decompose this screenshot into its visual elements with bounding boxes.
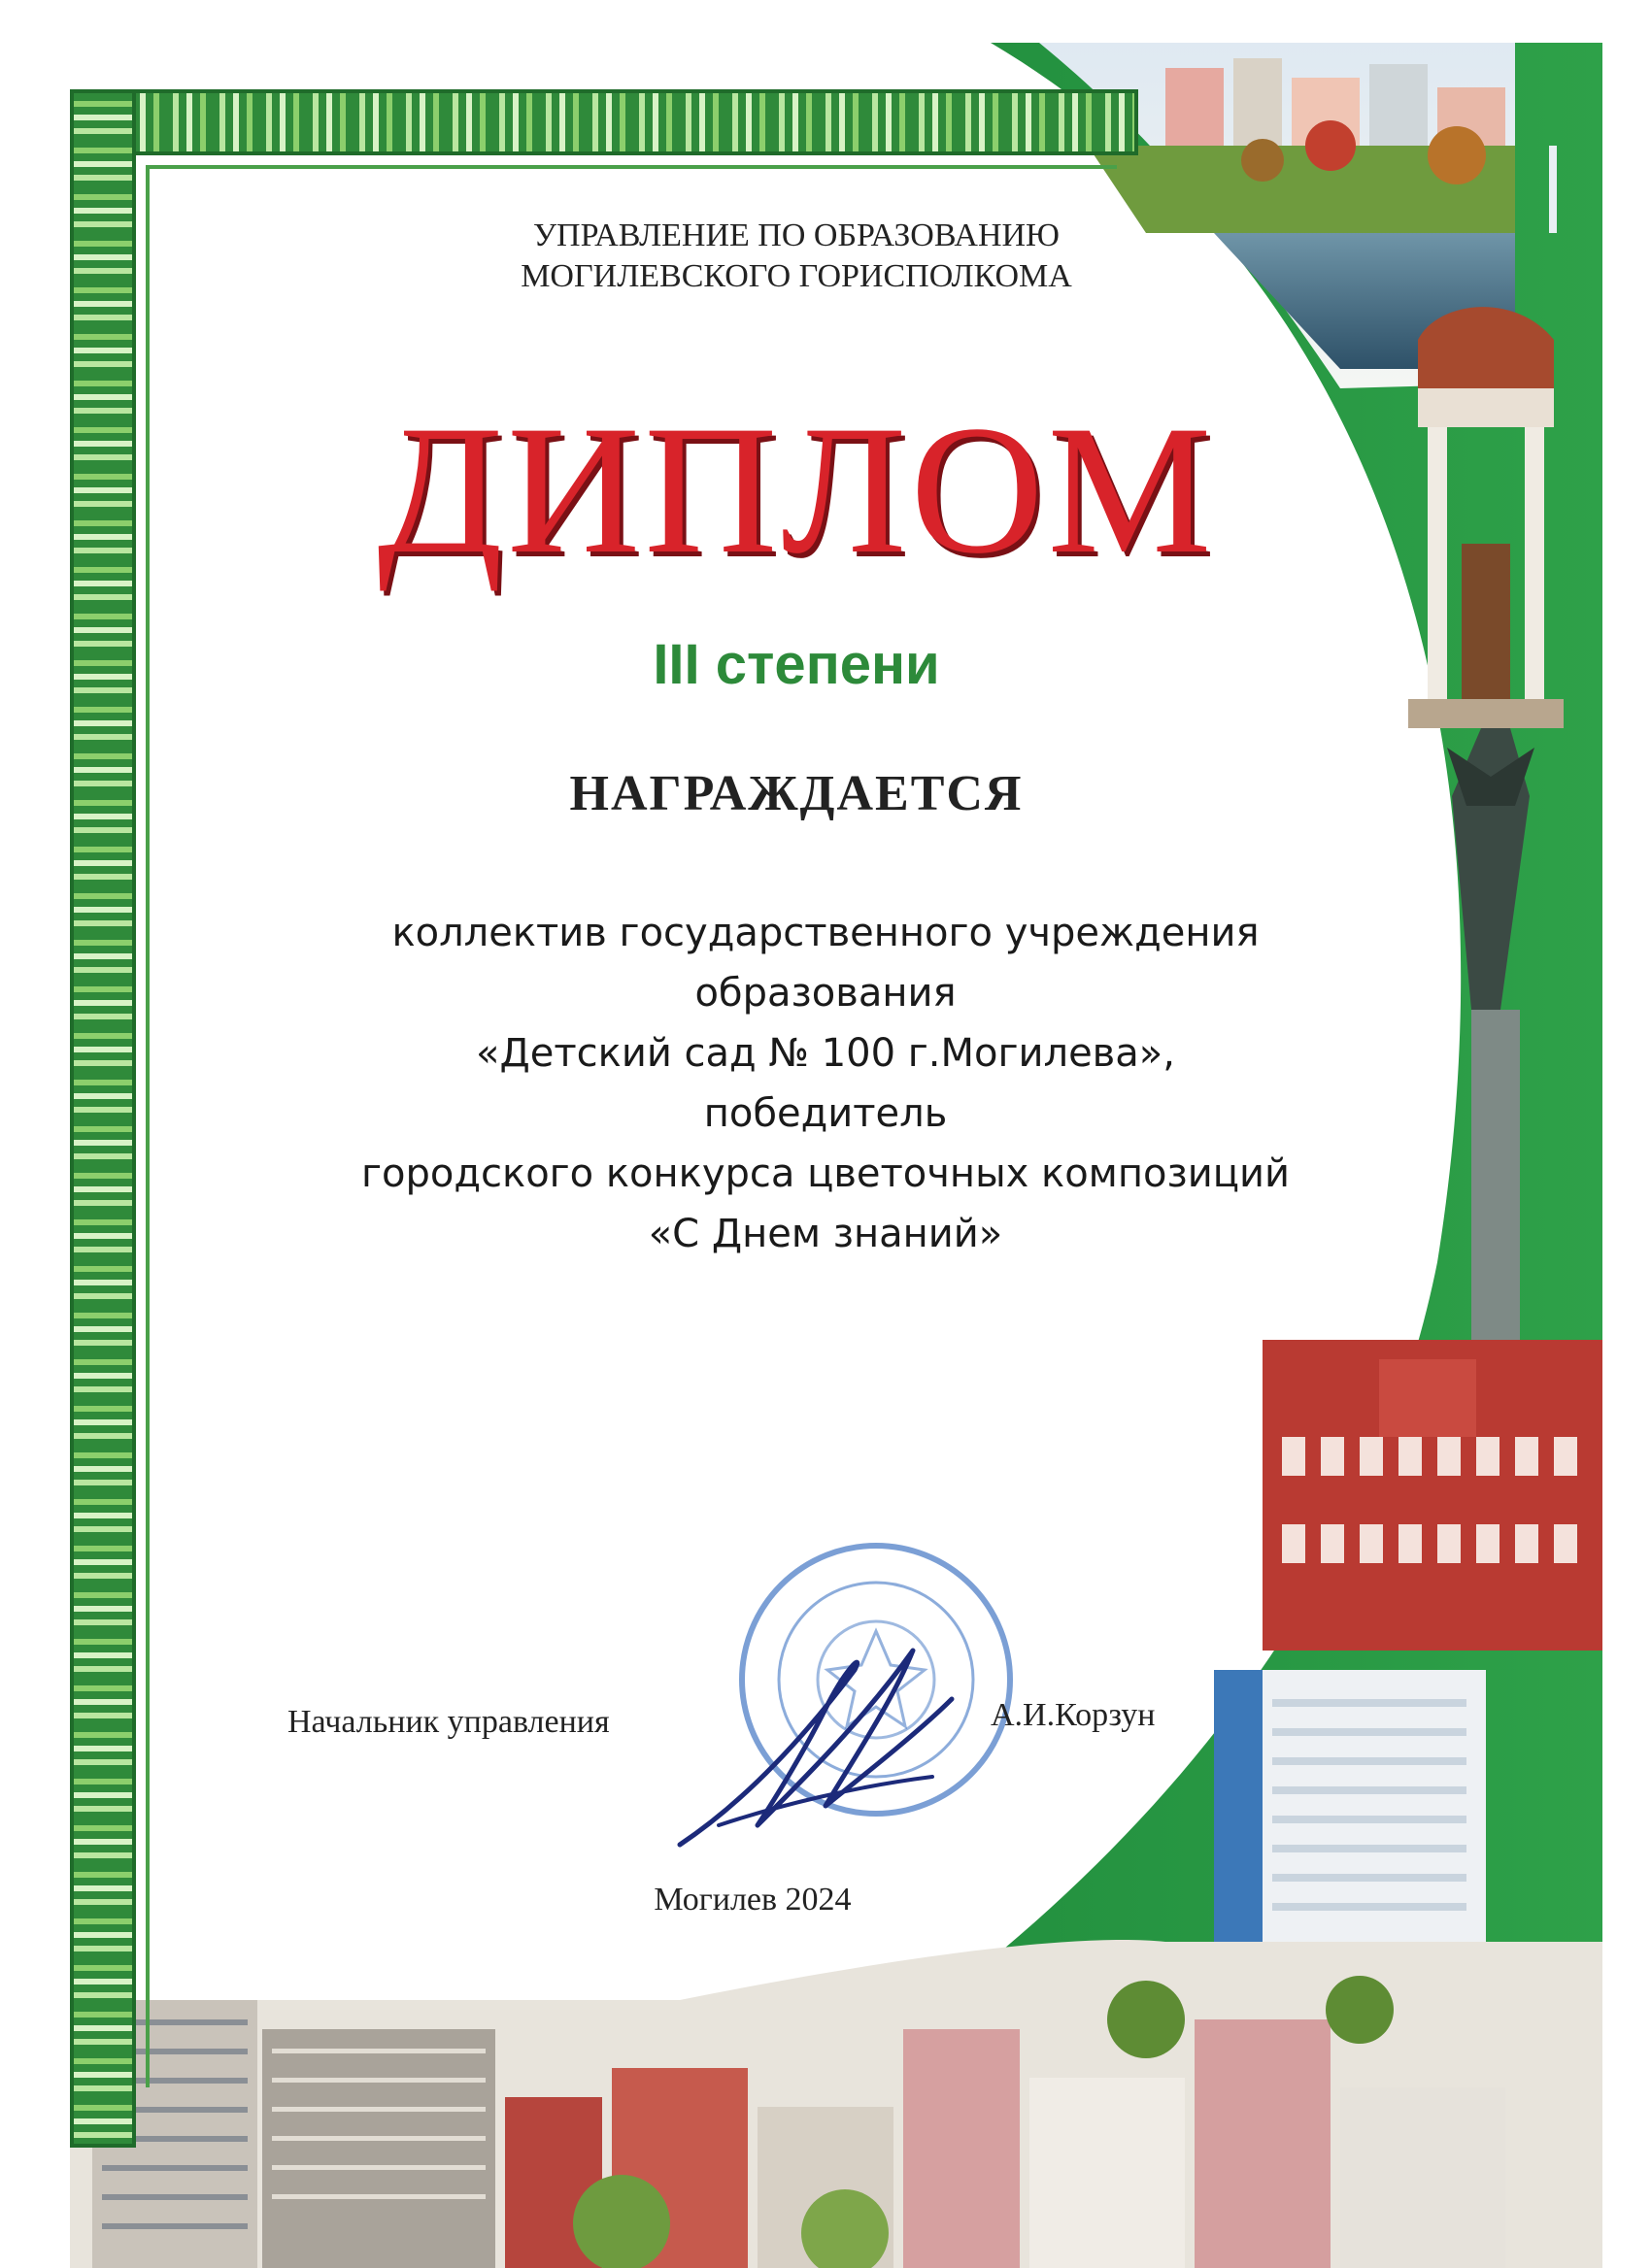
diploma-degree: III степени — [653, 633, 940, 696]
place-and-year: Могилев 2024 — [654, 1882, 852, 1918]
handwritten-signature — [660, 1612, 971, 1864]
border-inner-line-top — [146, 165, 1117, 169]
ornamental-border-top — [70, 89, 1138, 155]
award-body-line: «С Днем знаний» — [648, 1212, 1003, 1256]
organization-line-2: МОГИЛЕВСКОГО ГОРИСПОЛКОМА — [521, 258, 1072, 294]
awarded-heading: НАГРАЖДАЕТСЯ — [569, 766, 1024, 821]
award-body-line: городского конкурса цветочных композиций — [361, 1151, 1290, 1196]
organization-line-1: УПРАВЛЕНИЕ ПО ОБРАЗОВАНИЮ — [532, 217, 1060, 253]
organization-name — [0, 216, 1593, 297]
award-body-line: образования — [694, 971, 957, 1016]
signer-name: А.И.Корзун — [991, 1697, 1156, 1733]
award-body — [0, 903, 1651, 1264]
award-body-line: коллектив государственного учреждения — [391, 911, 1260, 955]
award-body-line: победитель — [703, 1091, 948, 1136]
diploma-title: ДИПЛОМ — [377, 388, 1216, 592]
signer-position: Начальник управления — [287, 1704, 610, 1740]
award-body-line: «Детский сад № 100 г.Могилева», — [476, 1031, 1175, 1076]
